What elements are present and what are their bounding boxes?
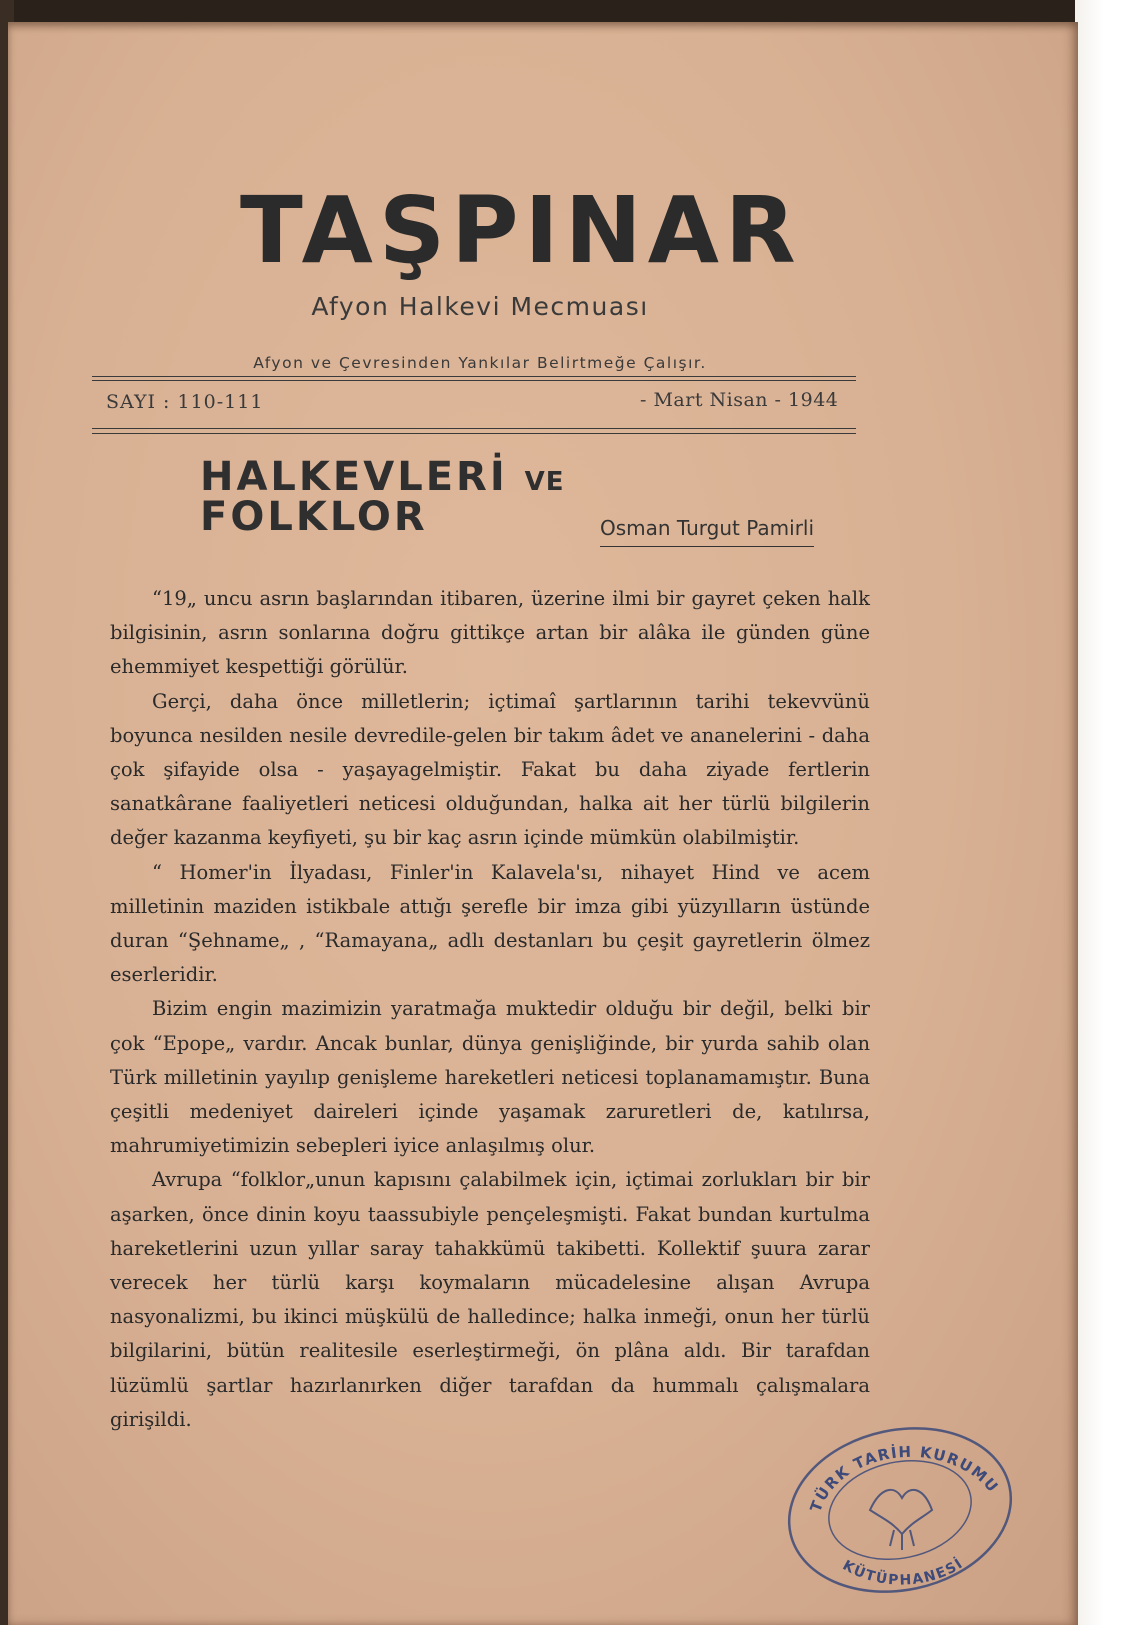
header-rule-top-2 (92, 380, 856, 381)
masthead-title: TAŞPINAR (240, 177, 802, 284)
masthead-subtitle: Afyon Halkevi Mecmuası (311, 292, 649, 321)
scan-right-edge (1075, 0, 1148, 1625)
article-paragraph: “ Homer'in İlyadası, Finler'in Kalavela'sı, nihayet Hind ve acem milletinin maziden istikbale attığı şerefle bir imza gibi yüzyılların üstünde duran “Şehname„ , “Ramayana„ adlı destanları bu çeşit gayretlerin ölmez eserleridir. (110, 860, 870, 987)
svg-text:TÜRK TARİH KURUMU (807, 1442, 1003, 1514)
article-title-conjunction: VE (524, 467, 565, 497)
library-stamp-icon (782, 1418, 1022, 1593)
issue-date: - Mart Nisan - 1944 (640, 389, 839, 411)
svg-text:KÜTÜPHANESİ (840, 1555, 967, 1589)
article-paragraph: Bizim engin mazimizin yaratmağa muktedir olduğu bir değil, belki bir çok “Epope„ vardır. Ancak bunlar, dünya genişliğinde, bir yurda sahib olan Türk milletinin yayılıp genişleme hareketleri neticesi toplanamamıştır. Buna çeşitli medeniyet daireleri içinde yaşamak zaruretleri de, katılırsa, mahrumiyetimizin sebepleri iyice anlaşılmış olur. (110, 997, 870, 1158)
masthead-motto: Afyon ve Çevresinden Yankılar Belirtmeğe Çalışır. (253, 354, 707, 372)
article-paragraph: Avrupa “folklor„unun kapısını çalabilmek için, içtimai zorlukları bir bir aşarken, önce dinin koyu taassubiyle pençeleşmişti. Fakat bundan kurtulma hareketlerini uzun yıllar saray tahakkümü takibetti. Kollektif şuura zarar verecek her türlü karşı koymaların mücadelesine alışan Avrupa nasyonalizmi, bu ikinci müşkülü de halledince; halka inmeği, onun her türlü bilgilarini, bütün realitesile eserleştirmeği, ön plâna aldı. Bir tarafdan lüzümlü şartlar hazırlanırken diğer tarafdan da hummalı çalışmalara girişildi. (110, 1168, 870, 1431)
issue-number: SAYI : 110-111 (106, 391, 264, 413)
scan-top-edge (0, 0, 1148, 22)
article-paragraph: Gerçi, daha önce milletlerin; içtimaî şartlarının tarihi tekevvünü boyunca nesilden nesile devredile-gelen bir takım âdet ve ananelerini - daha çok şifayide olsa - yaşayagelmiştir. Fakat bu daha ziyade fertlerin sanatkârane faaliyetleri neticesi olduğundan, halka ait her türlü bilgilerin değer kazanma keyfiyeti, şu bir kaç asrın içinde mümkün olabilmiştir. (110, 689, 870, 850)
header-rule-bottom-2 (92, 433, 856, 434)
header-rule-top (92, 376, 856, 377)
header-rule-bottom (92, 428, 856, 429)
stamp-text-top: TÜRK TARİH KURUMU (806, 1442, 1003, 1515)
article-title-end: FOLKLOR (200, 494, 428, 540)
article-title-main: HALKEVLERİ (200, 454, 508, 500)
article-paragraph: “19„ uncu asrın başlarından itibaren, üzerine ilmi bir gayret çeken halk bilgisinin, asrın sonlarına doğru gittikçe artan bir alâka ile günden güne ehemmiyet kespettiği görülür. (110, 587, 870, 679)
article-author: Osman Turgut Pamirli (600, 516, 814, 547)
stamp-text-bottom: KÜTÜPHANESİ (839, 1555, 967, 1589)
article-body (110, 582, 870, 1437)
